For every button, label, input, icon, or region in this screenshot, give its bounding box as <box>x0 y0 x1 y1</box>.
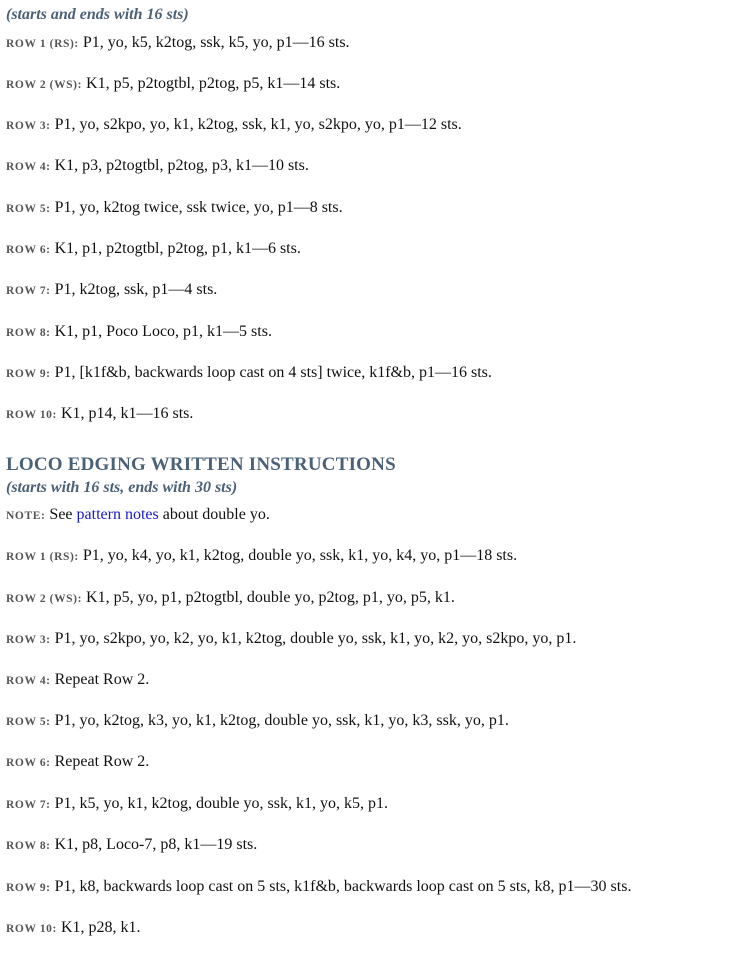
row-label: ROW 7: <box>6 799 51 811</box>
section-subtitle: (starts with 16 sts, ends with 30 sts) <box>6 479 238 496</box>
row-label: ROW 2 (WS): <box>6 79 83 91</box>
row-label: ROW 4: <box>6 675 51 687</box>
row-text: K1, p3, p2togtbl, p2tog, p3, k1—10 sts. <box>54 157 309 174</box>
instruction-row <box>6 33 350 54</box>
instruction-row <box>6 752 149 773</box>
section-heading: LOCO EDGING WRITTEN INSTRUCTIONS <box>6 454 396 475</box>
instruction-row <box>6 877 631 898</box>
note-text-after: about double yo. <box>162 506 270 523</box>
row-label: ROW 4: <box>6 161 51 173</box>
row-label: ROW 5: <box>6 203 51 215</box>
instruction-row <box>6 404 193 425</box>
row-text: K1, p5, yo, p1, p2togtbl, double yo, p2tog, p1, yo, p5, k1. <box>86 589 455 606</box>
row-label: ROW 1 (RS): <box>6 551 79 563</box>
instruction-row <box>6 670 149 691</box>
row-label: ROW 8: <box>6 840 51 852</box>
row-text: P1, yo, k2tog twice, ssk twice, yo, p1—8 sts. <box>54 199 343 216</box>
row-label: ROW 10: <box>6 409 57 421</box>
row-label: ROW 8: <box>6 327 51 339</box>
instruction-row <box>6 74 340 95</box>
row-text: P1, k8, backwards loop cast on 5 sts, k1f&b, backwards loop cast on 5 sts, k8, p1—30 sts. <box>54 878 632 895</box>
row-text: K1, p5, p2togtbl, p2tog, p5, k1—14 sts. <box>86 75 341 92</box>
row-text: K1, p1, Poco Loco, p1, k1—5 sts. <box>54 323 272 340</box>
instruction-row <box>6 239 301 260</box>
row-text: P1, [k1f&b, backwards loop cast on 4 sts] twice, k1f&b, p1—16 sts. <box>54 364 492 381</box>
row-text: P1, yo, k2tog, k3, yo, k1, k2tog, double yo, ssk, k1, yo, k3, ssk, yo, p1. <box>54 712 509 729</box>
row-label: ROW 9: <box>6 368 51 380</box>
row-label: ROW 6: <box>6 244 51 256</box>
instruction-row <box>6 629 576 650</box>
row-text: K1, p28, k1. <box>60 919 141 936</box>
section-subtitle-top: (starts and ends with 16 sts) <box>6 6 189 23</box>
row-text: Repeat Row 2. <box>54 671 150 688</box>
instruction-row <box>6 115 462 136</box>
row-text: P1, yo, s2kpo, yo, k2, yo, k1, k2tog, double yo, ssk, k1, yo, k2, yo, s2kpo, yo, p1. <box>54 630 577 647</box>
note-label: NOTE: <box>6 510 46 522</box>
instruction-row <box>6 918 141 939</box>
instruction-row <box>6 588 455 609</box>
instruction-row <box>6 363 492 384</box>
row-text: K1, p14, k1—16 sts. <box>60 405 194 422</box>
instruction-row <box>6 198 343 219</box>
row-text: K1, p1, p2togtbl, p2tog, p1, k1—6 sts. <box>54 240 301 257</box>
row-text: P1, k5, yo, k1, k2tog, double yo, ssk, k1, yo, k5, p1. <box>54 795 388 812</box>
row-label: ROW 1 (RS): <box>6 38 79 50</box>
row-text: P1, yo, s2kpo, yo, k1, k2tog, ssk, k1, yo, s2kpo, yo, p1—12 sts. <box>54 116 462 133</box>
row-label: ROW 3: <box>6 634 51 646</box>
row-label: ROW 2 (WS): <box>6 593 83 605</box>
row-text: K1, p8, Loco-7, p8, k1—19 sts. <box>54 836 258 853</box>
instruction-row <box>6 835 257 856</box>
row-text: Repeat Row 2. <box>54 753 150 770</box>
instruction-row <box>6 711 509 732</box>
row-label: ROW 10: <box>6 923 57 935</box>
instruction-row <box>6 794 388 815</box>
row-label: ROW 7: <box>6 285 51 297</box>
instruction-row <box>6 156 309 177</box>
instruction-row <box>6 546 517 567</box>
note-line <box>6 505 270 526</box>
row-label: ROW 3: <box>6 120 51 132</box>
row-label: ROW 5: <box>6 716 51 728</box>
row-text: P1, k2tog, ssk, p1—4 sts. <box>54 281 218 298</box>
note-text-before: See <box>49 506 73 523</box>
row-text: P1, yo, k5, k2tog, ssk, k5, yo, p1—16 sts. <box>82 34 350 51</box>
pattern-notes-link[interactable]: pattern notes <box>76 506 159 523</box>
instruction-row <box>6 322 272 343</box>
row-label: ROW 9: <box>6 882 51 894</box>
instruction-row <box>6 280 217 301</box>
row-label: ROW 6: <box>6 757 51 769</box>
row-text: P1, yo, k4, yo, k1, k2tog, double yo, ssk, k1, yo, k4, yo, p1—18 sts. <box>82 547 518 564</box>
